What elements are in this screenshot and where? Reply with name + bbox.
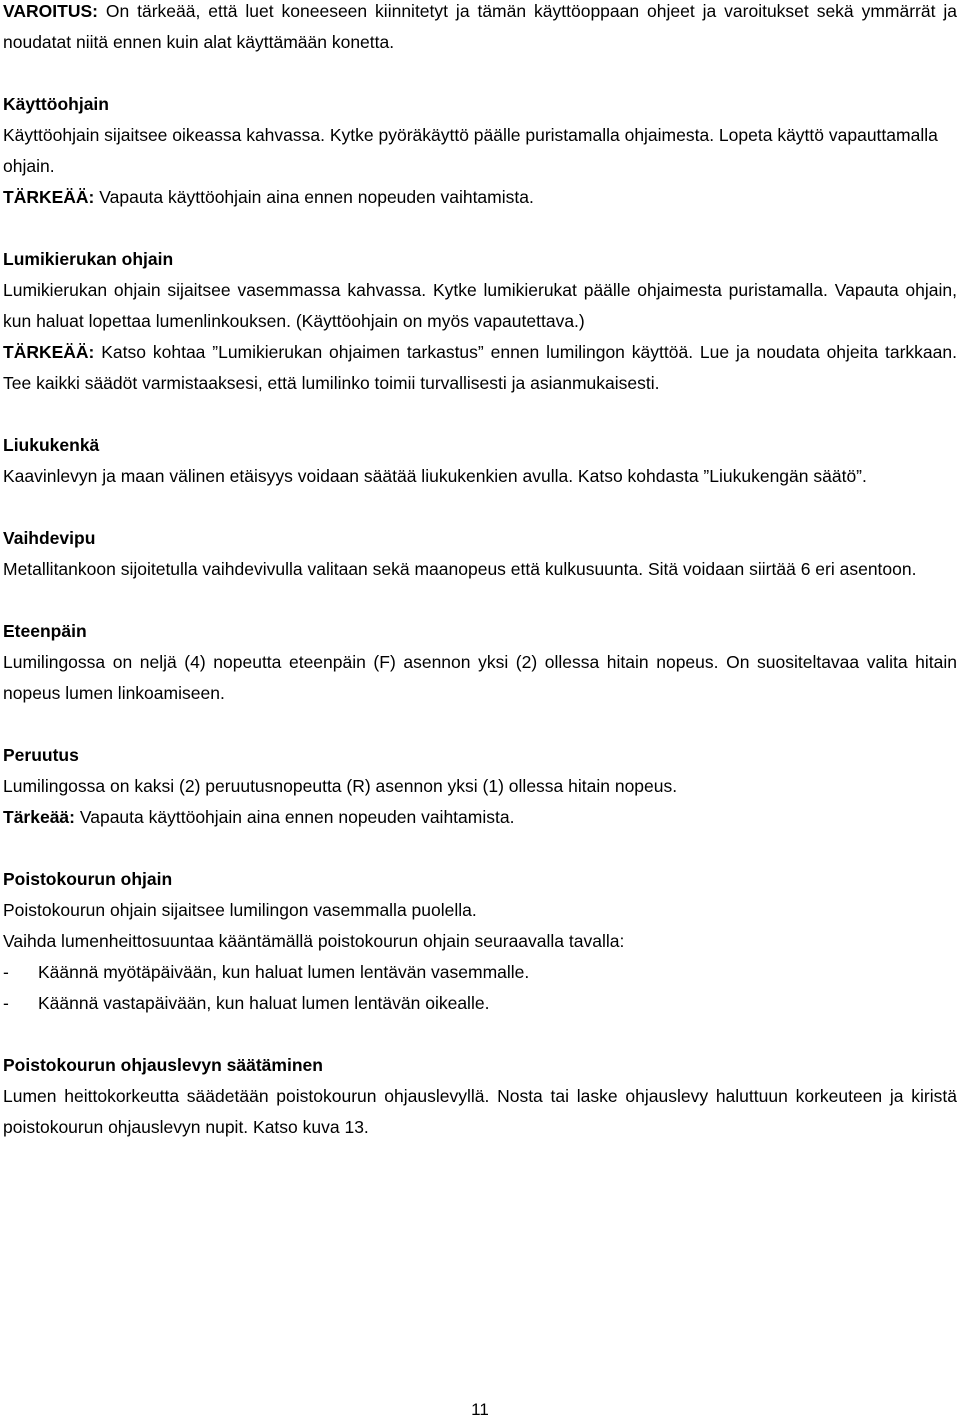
- section-text: Lumilingossa on neljä (4) nopeutta eteenpäin (F) asennon yksi (2) ollessa hitain nopeus. On suositeltavaa valita hitain nopeus lumen linkoamiseen.: [3, 652, 957, 703]
- warning-text: On tärkeää, että luet koneeseen kiinnitetyt ja tämän käyttöoppaan ohjeet ja varoitukset sekä ymmärrät ja noudatat niitä ennen kuin alat käyttämään konetta.: [3, 1, 957, 52]
- important-label: Tärkeää:: [3, 807, 75, 827]
- spacer: [3, 1019, 957, 1050]
- important-note: [3, 337, 957, 399]
- list-item: [3, 957, 957, 988]
- page-number: 11: [471, 1400, 489, 1419]
- important-note: [3, 182, 957, 213]
- important-note: [3, 802, 957, 833]
- bullet-dash: -: [3, 993, 9, 1013]
- warning-label: VAROITUS:: [3, 1, 98, 21]
- important-text: Vapauta käyttöohjain aina ennen nopeuden vaihtamista.: [94, 187, 534, 207]
- section-text: Vaihda lumenheittosuuntaa kääntämällä poistokourun ohjain seuraavalla tavalla:: [3, 931, 625, 951]
- important-text: Vapauta käyttöohjain aina ennen nopeuden vaihtamista.: [75, 807, 515, 827]
- section-text: Poistokourun ohjain sijaitsee lumilingon vasemmalla puolella.: [3, 900, 477, 920]
- section-heading: Lumikierukan ohjain: [3, 249, 174, 269]
- section-heading: Liukukenkä: [3, 435, 100, 455]
- section-heading: Peruutus: [3, 745, 79, 765]
- section-heading: Poistokourun ohjauslevyn säätäminen: [3, 1055, 323, 1075]
- list-item-text: Käännä myötäpäivään, kun haluat lumen lentävän vasemmalle.: [38, 962, 530, 982]
- important-label: TÄRKEÄÄ:: [3, 342, 95, 362]
- section-text: Lumikierukan ohjain sijaitsee vasemmassa kahvassa. Kytke lumikierukat päälle ohjaimesta puristamalla. Vapauta ohjain, kun haluat lopettaa lumenlinkouksen. (Käyttöohjain on myös vapautettava.): [3, 280, 957, 331]
- spacer: [3, 399, 957, 430]
- spacer: [3, 585, 957, 616]
- section-poistokourun-ohjain: [3, 864, 957, 1019]
- section-heading: Vaihdevipu: [3, 528, 96, 548]
- section-heading: Poistokourun ohjain: [3, 869, 173, 889]
- section-liukukenka: [3, 430, 957, 492]
- section-text: Kaavinlevyn ja maan välinen etäisyys voidaan säätää liukukenkien avulla. Katso kohdasta ”Liukukengän säätö”.: [3, 466, 867, 486]
- important-label: TÄRKEÄÄ:: [3, 187, 95, 207]
- spacer: [3, 58, 957, 89]
- spacer: [3, 833, 957, 864]
- bullet-dash: -: [3, 962, 9, 982]
- section-kayttoohjain: [3, 89, 957, 213]
- spacer: [3, 213, 957, 244]
- manual-page: [3, 0, 957, 1143]
- section-heading: Käyttöohjain: [3, 94, 109, 114]
- section-text: Metallitankoon sijoitetulla vaihdevivulla valitaan sekä maanopeus että kulkusuunta. Sitä voidaan siirtää 6 eri asentoon.: [3, 559, 917, 579]
- list-item: [3, 988, 957, 1019]
- important-text: Katso kohtaa ”Lumikierukan ohjaimen tarkastus” ennen lumilingon käyttöä. Lue ja noudata ohjeita tarkkaan. Tee kaikki säädöt varmistaaksesi, että lumilinko toimii turvallisesti ja asianmukaisesti.: [3, 342, 957, 393]
- section-heading: Eteenpäin: [3, 621, 87, 641]
- section-vaihdevipu: [3, 523, 957, 585]
- spacer: [3, 492, 957, 523]
- section-ohjauslevy: [3, 1050, 957, 1143]
- section-peruutus: [3, 740, 957, 833]
- list-item-text: Käännä vastapäivään, kun haluat lumen lentävän oikealle.: [38, 993, 490, 1013]
- section-text: Käyttöohjain sijaitsee oikeassa kahvassa. Kytke pyöräkäyttö päälle puristamalla ohjaimesta. Lopeta käyttö vapauttamalla ohjain.: [3, 125, 938, 176]
- section-eteenpain: [3, 616, 957, 709]
- spacer: [3, 709, 957, 740]
- section-text: Lumilingossa on kaksi (2) peruutusnopeutta (R) asennon yksi (1) ollessa hitain nopeus.: [3, 776, 678, 796]
- section-text: Lumen heittokorkeutta säädetään poistokourun ohjauslevyllä. Nosta tai laske ohjauslevy haluttuun korkeuteen ja kiristä poistokourun ohjauslevyn nupit. Katso kuva 13.: [3, 1086, 957, 1137]
- warning-paragraph: [3, 0, 957, 58]
- section-lumikierukan-ohjain: [3, 244, 957, 399]
